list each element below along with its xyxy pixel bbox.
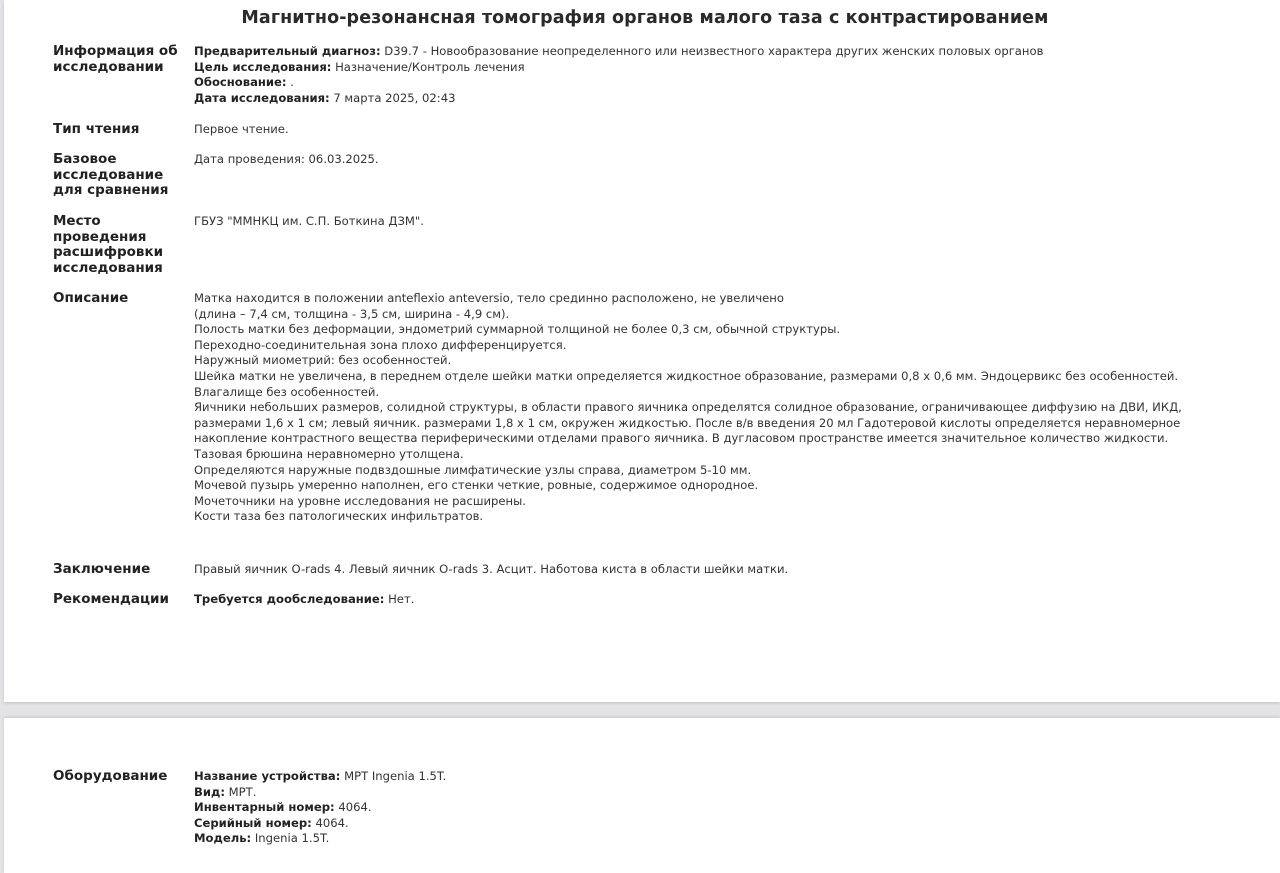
- serial-number-row: [194, 816, 1264, 832]
- report-page-1: [4, 0, 1280, 702]
- inventory-number-key: Инвентарный номер:: [194, 800, 335, 815]
- description-line: Мочевой пузырь умеренно наполнен, его стенки четкие, ровные, содержимое однородное.: [194, 478, 759, 493]
- description-line: Переходно-соединительная зона плохо дифференцируется.: [194, 337, 567, 352]
- description-line: (длина – 7,4 см, толщина - 3,5 см, ширина - 4,9 см).: [194, 306, 510, 321]
- description-line: Мочеточники на уровне исследования не расширены.: [194, 493, 526, 508]
- reading-type-value: Первое чтение.: [194, 122, 289, 136]
- model-row: [194, 831, 1264, 847]
- model-key: Модель:: [194, 831, 252, 846]
- purpose-value: Назначение/Контроль лечения: [335, 59, 525, 74]
- purpose-key: Цель исследования:: [194, 59, 332, 74]
- description-line: Наружный миометрий: без особенностей.: [194, 353, 452, 368]
- study-date-key: Дата исследования:: [194, 90, 330, 105]
- description-line: Яичники небольших размеров, солидной структуры, в области правого яичника определятся солидное образование, ограничивающее диффузию на ДВИ, ИКД,: [194, 400, 1182, 415]
- conclusion-value: Правый яичник O-rads 4. Левый яичник O-rads 3. Асцит. Наботова киста в области шейки матки.: [194, 562, 789, 576]
- diagnosis-row: [194, 44, 1264, 60]
- reading-type-label: Тип чтения: [53, 121, 140, 137]
- purpose-row: [194, 60, 1264, 76]
- device-type-row: [194, 785, 1264, 801]
- study-info-label: Информация об исследовании: [53, 43, 178, 75]
- description-line: Кости таза без патологических инфильтратов.: [194, 509, 484, 524]
- baseline-label: Базовое исследование для сравнения: [53, 151, 169, 199]
- justification-key: Обоснование:: [194, 75, 287, 90]
- report-title: Магнитно-резонансная томография органов малого таза с контрастированием: [241, 8, 1049, 28]
- serial-number-key: Серийный номер:: [194, 815, 312, 830]
- description-line: Полость матки без деформации, эндометрий суммарной толщиной не более 0,3 см, обычной структуры.: [194, 322, 841, 337]
- serial-number-value: 4064.: [315, 815, 349, 830]
- inventory-number-value: 4064.: [338, 800, 372, 815]
- inventory-number-row: [194, 800, 1264, 816]
- report-page-2: [4, 718, 1280, 873]
- equipment-content: [194, 769, 1264, 847]
- description-line: размерами 1,6 х 1 см; левый яичник. размерами 1,8 х 1 см, окружен жидкостью. После в/в введения 20 мл Гадотеровой кислоты определяется неравномерное: [194, 415, 1181, 430]
- justification-value: .: [290, 75, 294, 90]
- recommendations-content: [194, 592, 1264, 608]
- description-label: Описание: [53, 290, 129, 306]
- description-line: Тазовая брюшина неравномерно утолщена.: [194, 446, 464, 461]
- device-name-value: МРТ Ingenia 1.5T.: [344, 769, 447, 783]
- description-line: Шейка матки не увеличена, в переднем отделе шейки матки определяется жидкостное образование, размерами 0,8 х 0,6 мм. Эндоцервикс без особенностей.: [194, 368, 1179, 383]
- description-line: накопление контрастного вещества периферическими отделами правого яичника. В дугласовом пространстве имеется значительное количество жидкости.: [194, 431, 1169, 446]
- device-name-key: Название устройства:: [194, 769, 341, 783]
- diagnosis-value: D39.7 - Новообразование неопределенного или неизвестного характера других женских половых органов: [384, 44, 1044, 58]
- diagnosis-key: Предварительный диагноз:: [194, 44, 381, 58]
- recommendations-value: Нет.: [388, 592, 415, 606]
- study-info-content: [194, 44, 1264, 106]
- description-text: [194, 291, 1264, 525]
- recommendations-label: Рекомендации: [53, 591, 169, 607]
- justification-row: [194, 75, 1264, 91]
- study-date-value: 7 марта 2025, 02:43: [333, 90, 456, 105]
- description-line: Матка находится в положении anteflexio anteversio, тело срединно расположено, не увеличено: [194, 291, 784, 305]
- description-line: Влагалище без особенностей.: [194, 384, 380, 399]
- device-type-key: Вид:: [194, 784, 225, 799]
- device-name-row: [194, 769, 1264, 785]
- baseline-value: Дата проведения: 06.03.2025.: [194, 152, 379, 166]
- study-date-row: [194, 91, 1264, 107]
- place-label: Место проведения расшифровки исследования: [53, 213, 164, 276]
- equipment-label: Оборудование: [53, 768, 168, 784]
- description-line: Определяются наружные подвздошные лимфатические узлы справа, диаметром 5-10 мм.: [194, 462, 752, 477]
- model-value: Ingenia 1.5T.: [254, 831, 330, 846]
- place-value: ГБУЗ "ММНКЦ им. С.П. Боткина ДЗМ".: [194, 214, 424, 228]
- device-type-value: МРТ.: [228, 784, 257, 799]
- conclusion-label: Заключение: [53, 561, 151, 577]
- recommendations-key: Требуется дообследование:: [194, 592, 385, 606]
